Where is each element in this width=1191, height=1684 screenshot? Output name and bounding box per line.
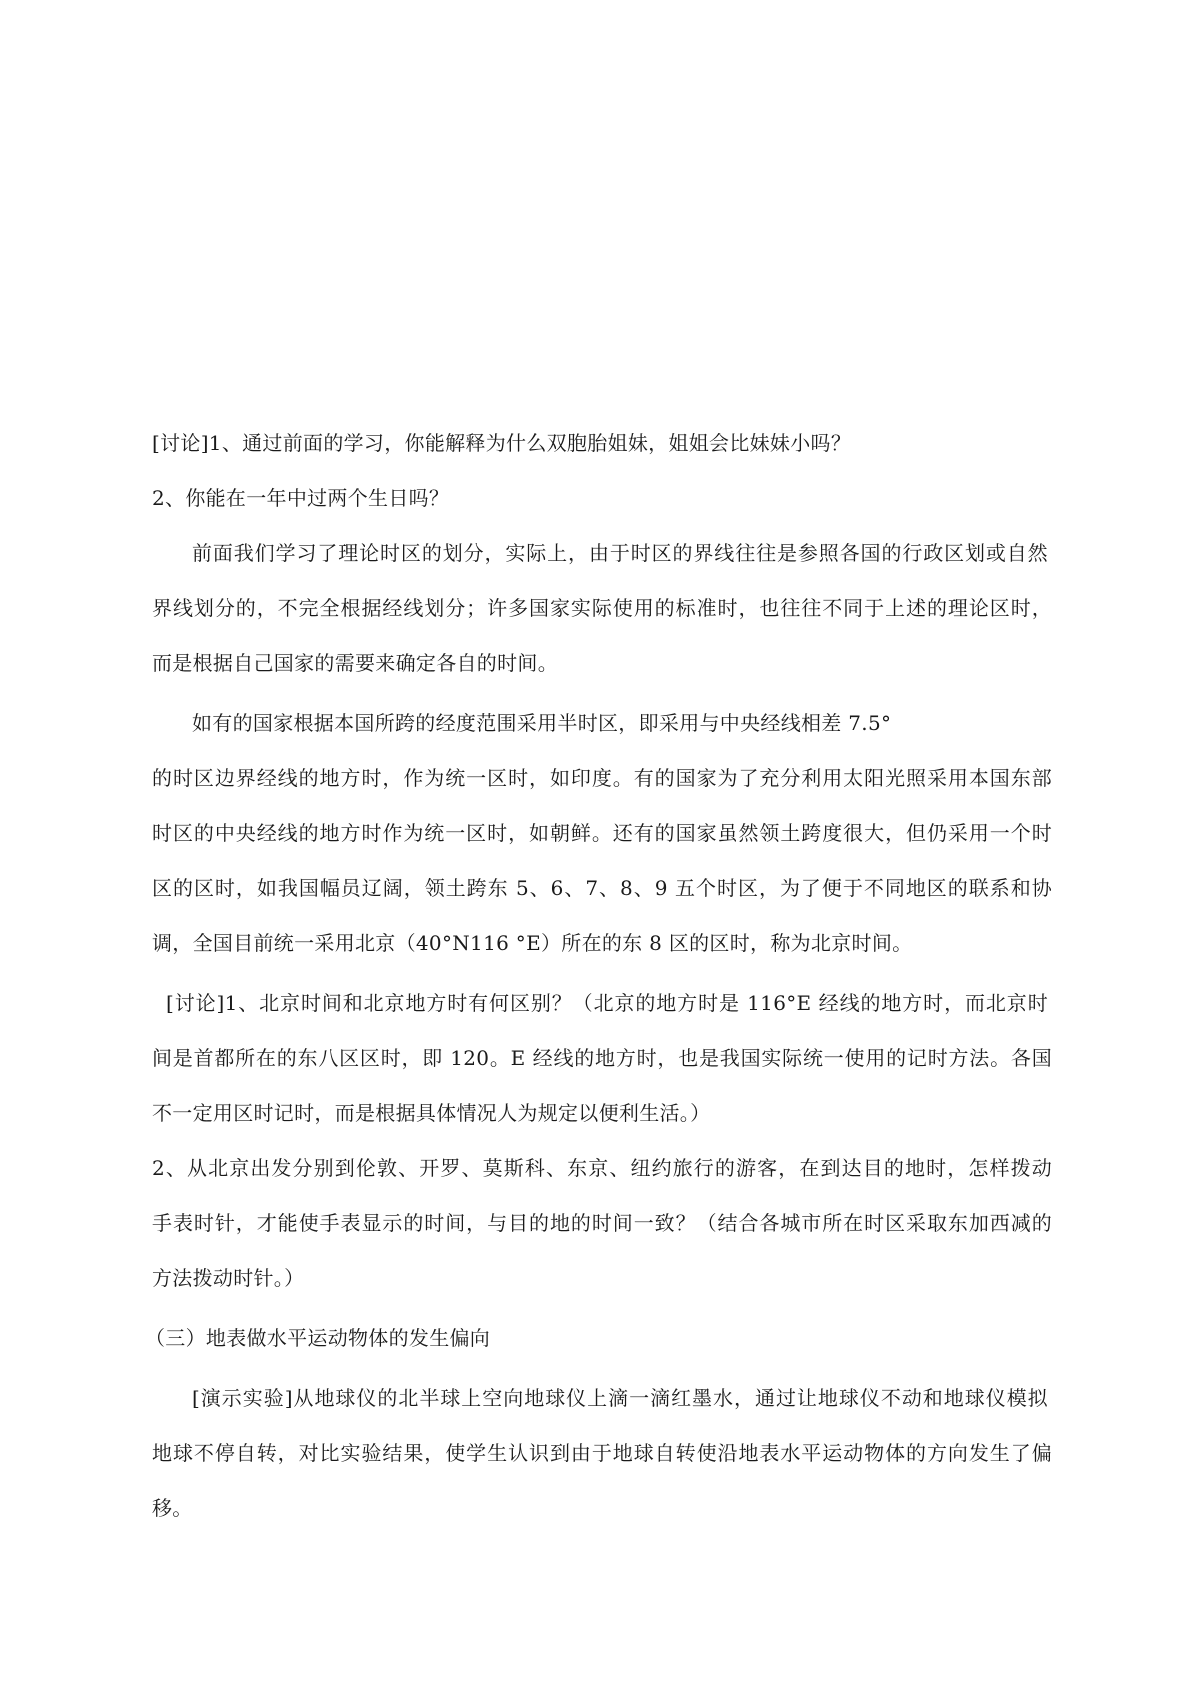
paragraph-line: 手表时针，才能使手表显示的时间，与目的地的时间一致？（结合各城市所在时区采取东加西减的 <box>152 1211 1052 1235</box>
question-line: 2、从北京出发分别到伦敦、开罗、莫斯科、东京、纽约旅行的游客，在到达目的地时，怎样拨动 <box>152 1156 1052 1180</box>
paragraph-line: 区的区时，如我国幅员辽阔，领土跨东 5、6、7、8、9 五个时区，为了便于不同地区的联系和协 <box>152 876 1052 900</box>
question-line: 2、你能在一年中过两个生日吗？ <box>152 486 450 510</box>
paragraph-line: 前面我们学习了理论时区的划分，实际上，由于时区的界线往往是参照各国的行政区划或自然 <box>192 541 1048 565</box>
paragraph-line: 的时区边界经线的地方时，作为统一区时，如印度。有的国家为了充分利用太阳光照采用本国东部 <box>152 766 1052 790</box>
discussion-heading-1: [讨论]1、通过前面的学习，你能解释为什么双胞胎姐妹，姐姐会比妹妹小吗？ <box>152 431 852 455</box>
paragraph-line: 而是根据自己国家的需要来确定各自的时间。 <box>152 651 558 675</box>
paragraph-line: 界线划分的，不完全根据经线划分；许多国家实际使用的标准时，也往往不同于上述的理论区时， <box>152 596 1052 620</box>
paragraph-line: 间是首都所在的东八区区时，即 120。E 经线的地方时，也是我国实际统一使用的记时方法。各国 <box>152 1046 1052 1070</box>
paragraph-line: 不一定用区时记时，而是根据具体情况人为规定以便利生活。） <box>152 1101 711 1125</box>
paragraph-line: 时区的中央经线的地方时作为统一区时，如朝鲜。还有的国家虽然领土跨度很大，但仍采用一个时 <box>152 821 1052 845</box>
paragraph-line: 移。 <box>152 1496 193 1520</box>
paragraph-line: 方法拨动时针。） <box>152 1266 305 1290</box>
discussion-heading-2: [讨论]1、北京时间和北京地方时有何区别？（北京的地方时是 116°E 经线的地方时，而北京时 <box>166 991 1048 1015</box>
paragraph-line: 调，全国目前统一采用北京（40°N116 °E）所在的东 8 区的区时，称为北京时间。 <box>152 931 913 955</box>
experiment-line: [演示实验]从地球仪的北半球上空向地球仪上滴一滴红墨水，通过让地球仪不动和地球仪模拟 <box>192 1386 1048 1410</box>
paragraph-line: 如有的国家根据本国所跨的经度范围采用半时区，即采用与中央经线相差 7.5° <box>192 711 892 735</box>
section-heading: （三）地表做水平运动物体的发生偏向 <box>145 1326 491 1350</box>
paragraph-line: 地球不停自转，对比实验结果，使学生认识到由于地球自转使沿地表水平运动物体的方向发生了偏 <box>152 1441 1052 1465</box>
